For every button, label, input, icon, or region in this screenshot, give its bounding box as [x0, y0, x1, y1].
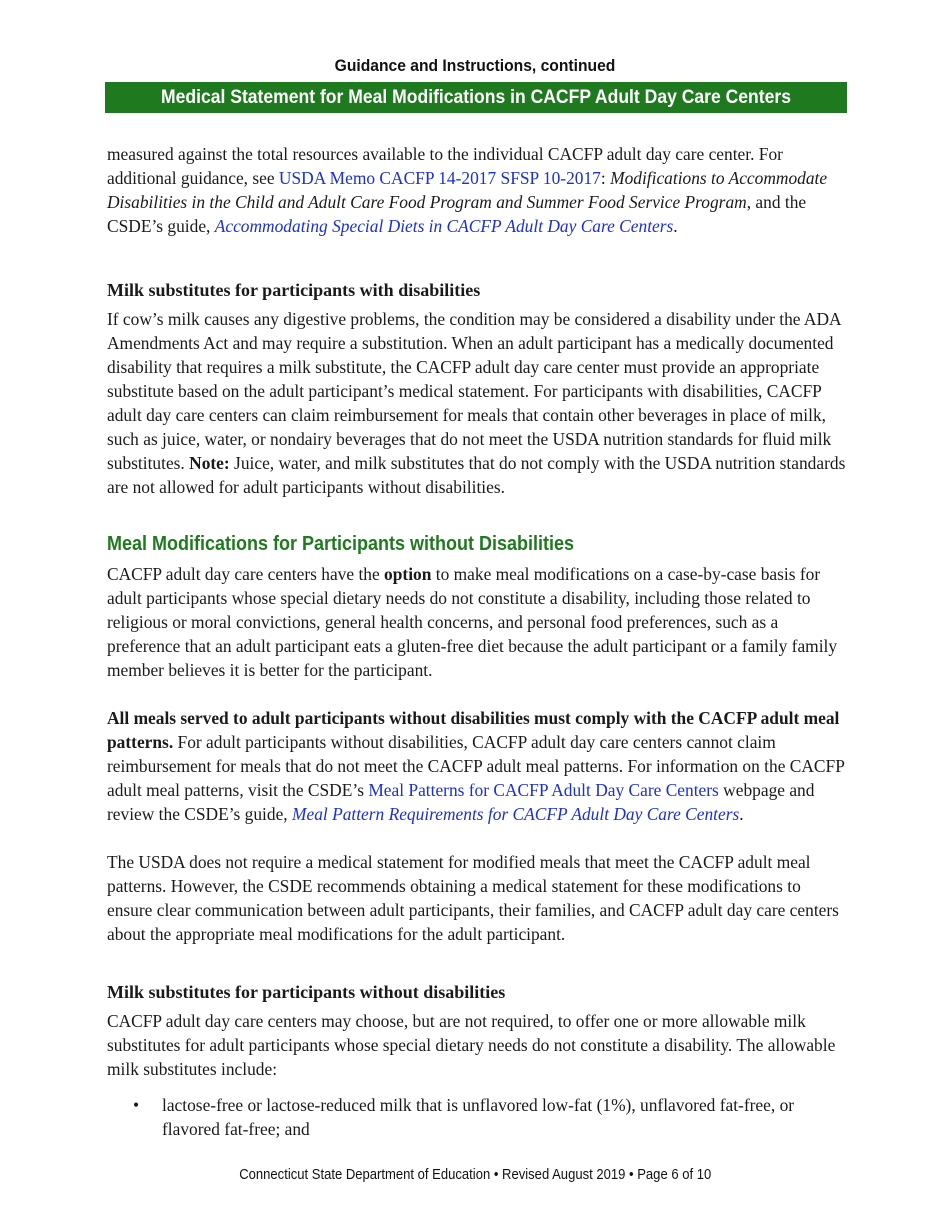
footer-org: Connecticut State Department of Education	[238, 1167, 490, 1183]
option-bold: option	[384, 564, 432, 584]
bullet-icon: •	[133, 1095, 140, 1115]
page-header-title: Guidance and Instructions, continued	[334, 56, 616, 75]
meal-pattern-guide-link[interactable]: Meal Pattern Requirements for CACFP Adult Day Care Centers	[292, 804, 740, 824]
without-p2-text-2: webpage and review the CSDE’s guide,	[107, 780, 815, 824]
without-p1-text-2: to make meal modifications on a case-by-case basis for adult participants whose special dietary needs do not constitute a disability, including those related to religious or moral convictions, general health concerns, and personal food preferences, such as a preference that an adult participant eats a gluten-free diet because the adult participant or a family family member believes it is better for the participant.	[107, 564, 838, 680]
usda-memo-link[interactable]: USDA Memo CACFP 14-2017 SFSP 10-2017	[278, 168, 601, 188]
footer-revised: Revised August 2019	[501, 1167, 626, 1183]
without-p1-text: CACFP adult day care centers have the	[107, 564, 385, 584]
without-paragraph-2	[107, 706, 847, 826]
milk-without-disabilities-heading: Milk substitutes for participants without disabilities	[107, 982, 506, 1002]
title-banner	[105, 82, 847, 113]
footer-separator: •	[489, 1167, 502, 1183]
intro-text: measured against the total resources available to the individual CACFP adult day care center. For additional guidance, see	[107, 144, 783, 188]
footer-page-number: Page 6 of 10	[636, 1167, 712, 1183]
milk-with-text: If cow’s milk causes any digestive problems, the condition may be considered a disability under the ADA Amendments Act and may require a substitution. When an adult participant has a medically documented disability that requires a milk substitute, the CACFP adult day care center must provide an appropriate substitute based on the adult participant’s medical statement. For participants with disabilities, CACFP adult day care centers can claim reimbursement for meals that contain other beverages in place of milk, such as juice, water, or nondairy beverages that do not meet the USDA nutrition standards for fluid milk substitutes.	[107, 309, 841, 473]
memo-title: Modifications to Accommodate Disabilities in the Child and Adult Care Food Program and Summer Food Service Program	[107, 168, 828, 212]
intro-colon: :	[600, 168, 611, 188]
special-diets-guide-link[interactable]: Accommodating Special Diets in CACFP Adult Day Care Centers	[214, 216, 674, 236]
list-item	[107, 1093, 847, 1141]
without-paragraph-3: The USDA does not require a medical statement for modified meals that meet the CACFP adult meal patterns. However, the CSDE recommends obtaining a medical statement for these modifications to ensure clear communication between adult participants, their families, and CACFP adult day care centers about the appropriate meal modifications for the adult participant.	[107, 852, 839, 944]
without-p2-period: .	[739, 804, 744, 824]
without-disabilities-heading: Meal Modifications for Participants without Disabilities	[107, 533, 575, 555]
milk-with-disabilities-paragraph	[107, 307, 847, 499]
milk-with-disabilities-heading: Milk substitutes for participants with disabilities	[107, 280, 481, 300]
list-item-text: lactose-free or lactose-reduced milk that is unflavored low-fat (1%), unflavored fat-free, or flavored fat-free; and	[162, 1095, 795, 1139]
meal-patterns-webpage-link[interactable]: Meal Patterns for CACFP Adult Day Care Centers	[368, 780, 719, 800]
note-label: Note:	[189, 453, 230, 473]
milk-substitutes-list	[107, 1093, 847, 1141]
document-body	[107, 142, 847, 1141]
milk-with-note-text: Juice, water, and milk substitutes that do not comply with the USDA nutrition standards are not allowed for adult participants without disabilities.	[107, 453, 846, 497]
banner-title: Medical Statement for Meal Modifications in CACFP Adult Day Care Centers	[161, 86, 791, 108]
intro-text-2: , and the CSDE’s guide,	[107, 192, 807, 236]
intro-paragraph	[107, 142, 847, 238]
compliance-statement: All meals served to adult participants without disabilities must comply with the CACFP adult meal patterns.	[107, 708, 840, 752]
intro-period: .	[673, 216, 678, 236]
without-p2-text: For adult participants without disabilities, CACFP adult day care centers cannot claim reimbursement for meals that do not meet the CACFP adult meal patterns. For information on the CACFP adult meal patterns, visit the CSDE’s	[107, 732, 845, 800]
footer-separator: •	[625, 1167, 637, 1183]
milk-without-paragraph: CACFP adult day care centers may choose, but are not required, to offer one or more allowable milk substitutes for adult participants whose special dietary needs do not constitute a disability. The allowable milk substitutes include:	[107, 1011, 836, 1079]
without-paragraph-1	[107, 562, 847, 682]
page-footer	[0, 1167, 950, 1183]
